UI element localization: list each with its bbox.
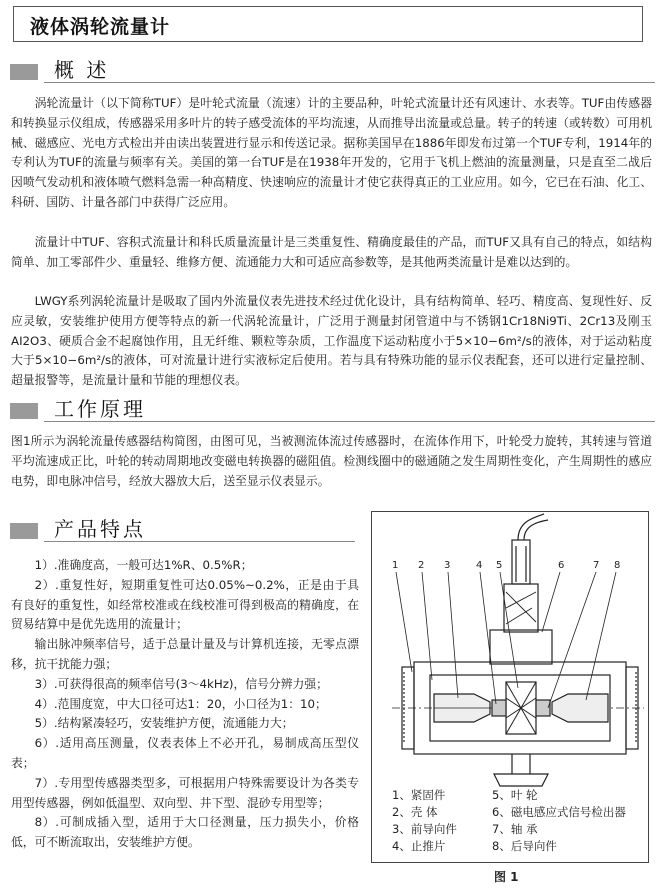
- feature-item: 3）.可获得很高的频率信号(3～4kHz)，信号分辨力强；: [34, 676, 328, 691]
- feature-item: 1）.准确度高，一般可达1%R、0.5%R；: [34, 558, 253, 572]
- page-title-box: [13, 6, 643, 42]
- figure-legend: [392, 787, 642, 855]
- feature-item: 2）.重复性好，短期重复性可达0.05%~0.2%，正是由于具有良好的重复性，如经常校准或在线校准可得到极高的精确度，在贸易结算中是优先选用的流量计；: [11, 577, 359, 632]
- legend-item: 7、轴 承: [492, 822, 538, 836]
- label-3: 3: [444, 560, 451, 571]
- label-4: 4: [476, 560, 483, 571]
- section-header-principle: [10, 393, 655, 427]
- label-2: 2: [418, 560, 425, 571]
- legend-item: 4、止推片: [392, 839, 446, 853]
- section-header-overview: [10, 54, 655, 88]
- label-6: 6: [558, 560, 565, 571]
- feature-item: 4）.范围度宽，中大口径可达1：20，小口径为1：10；: [34, 696, 327, 711]
- features-list: [11, 556, 359, 853]
- figure-caption: 图 1: [494, 870, 519, 884]
- legend-item: 2、壳 体: [392, 805, 438, 819]
- principle-paragraph: 图1所示为涡轮流量传感器结构简图，由图可见，当被测流体流过传感器时，在流体作用下，叶轮受力旋转，其转速与管道平均流速成正比，叶轮的转动周期地改变磁电转换器的磁阻值。检测线圈中的磁通随之发生周期性变化，产生周期性的感应电势，即电脉冲信号，经放大器放大后，送至显示仪表显示。: [11, 434, 652, 488]
- legend-item: 5、叶 轮: [492, 788, 538, 802]
- overview-paragraph-1: 涡轮流量计（以下简称TUF）是叶轮式流量（流速）计的主要品种，叶轮式流量计还有风速计、水表等。TUF由传感器和转换显示仪组成，传感器采用多叶片的转子感受流体的平均流速，从而推导出流量或总量。转子的转速（或转数）可用机械、磁感应、光电方式检出并由读出装置进行显示和传送记录。据称美国早在1886年即发布过第一个TUF专利，1914年的专利认为TUF的流量与频率有关。美国的第一台TUF是在1938年开发的，它用于飞机上燃油的流量测量，只是直至二战后因喷气发动机和液体喷气燃料急需一种高精度、快速响应的流量计才使它获得真正的工业应用。如今，它已在石油、化工、科研、国防、计量各部门中获得广泛应用。: [11, 96, 652, 209]
- overview-paragraph-3: LWGY系列涡轮流量计是吸取了国内外流量仪表先进技术经过优化设计，具有结构简单、轻巧、精度高、复现性好、反应灵敏，安装维护使用方便等特点的新一代涡轮流量计，广泛用于测量封闭管道中与不锈钢1Cr18Ni9Ti、2Cr13及刚玉AI2O3、硬质合金不起腐蚀作用，且无纤维、颗粒等杂质，工作温度下运动粘度小于5×10−6m²/s的液体，对于运动粘度大于5×10−6m²/s的液体，可对流量计进行实液标定后使用。若与具有特殊功能的显示仪表配套，还可以进行定量控制、超量报警等，是流量计量和节能的理想仪表。: [11, 294, 652, 388]
- legend-item: 6、磁电感应式信号检出器: [492, 805, 626, 819]
- section-title-principle: 工作原理: [54, 397, 146, 421]
- section-marker: [10, 403, 38, 419]
- page-title: 液体涡轮流量计: [30, 16, 171, 38]
- label-5: 5: [496, 560, 503, 571]
- section-header-features: [10, 513, 355, 547]
- legend-item: 1、紧固件: [392, 788, 446, 802]
- label-8: 8: [614, 560, 621, 571]
- label-1: 1: [392, 560, 399, 571]
- section-rule: [44, 82, 655, 83]
- feature-item: 5）.结构紧凑轻巧，安装维护方便，流通能力大；: [34, 716, 294, 731]
- section-rule: [44, 421, 655, 422]
- legend-item: 3、前导向件: [392, 822, 457, 836]
- feature-item: 6）.适用高压测量，仪表表体上不必开孔，易制成高压型仪表；: [11, 736, 359, 770]
- feature-item: 输出脉冲频率信号，适于总量计量及与计算机连接，无零点漂移，抗干扰能力强；: [11, 637, 359, 671]
- section-title-overview: 概 述: [54, 58, 110, 82]
- section-title-features: 产品特点: [54, 517, 146, 541]
- feature-item: 7）.专用型传感器类型多，可根据用户特殊需要设计为各类专用型传感器，例如低温型、双向型、井下型、混砂专用型等；: [11, 775, 359, 810]
- legend-item: 8、后导向件: [492, 839, 557, 853]
- section-rule: [44, 541, 355, 542]
- section-marker: [10, 523, 38, 539]
- section-marker: [10, 64, 38, 80]
- overview-paragraph-2: 流量计中TUF、容积式流量计和科氏质量流量计是三类重复性、精确度最佳的产品，而TUF又具有自己的特点，如结构简单、加工零部件少、重量轻、维修方便、流通能力大和可适应高参数等，是其他两类流量计是难以达到的。: [11, 235, 652, 269]
- label-7: 7: [593, 560, 600, 571]
- feature-item: 8）.可制成插入型，适用于大口径测量，压力损失小，价格低，可不断流取出，安装维护方便。: [11, 815, 359, 850]
